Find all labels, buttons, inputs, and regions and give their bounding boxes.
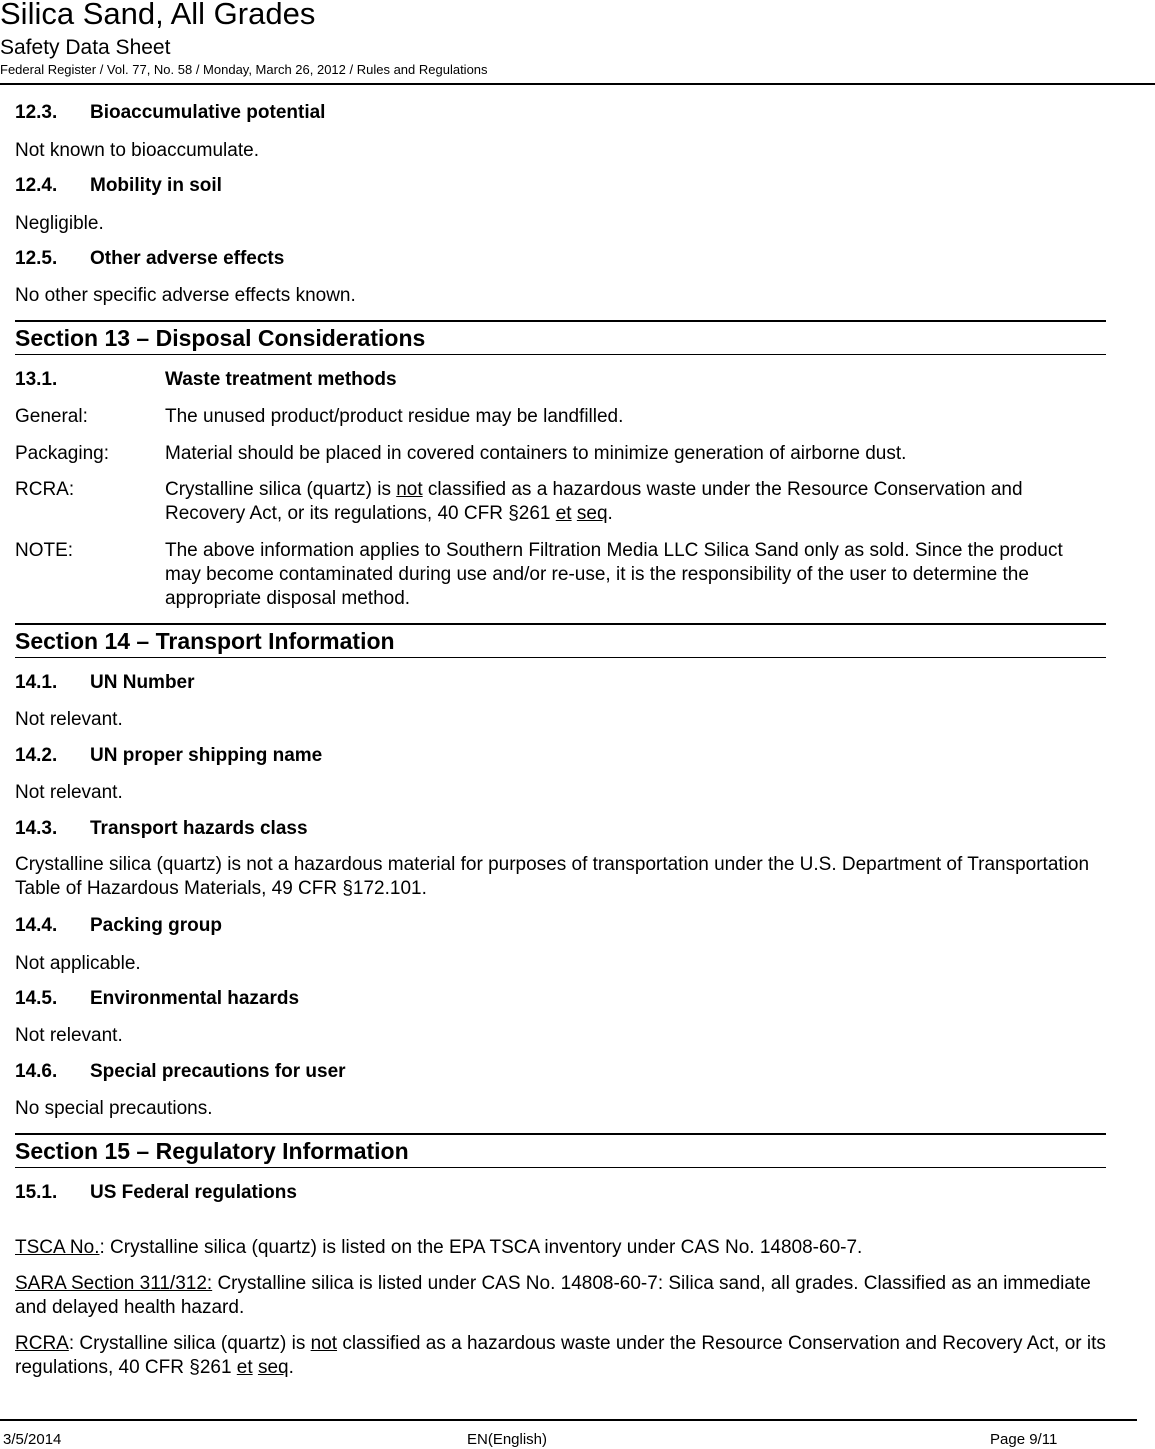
un-number-text: Not relevant. xyxy=(15,709,123,730)
section-14-heading: Section 14 – Transport Information xyxy=(15,628,395,654)
subsection-15-1-heading: 15.1. US Federal regulations xyxy=(15,1182,297,1203)
packing-group-text: Not applicable. xyxy=(15,953,141,974)
header-divider xyxy=(0,83,1155,85)
sara-text: SARA Section 311/312: Crystalline silica is listed under CAS No. 14808-60-7: Silica sand, all grades. Classified as an immediate and delayed health hazard. xyxy=(15,1273,1091,1318)
footer-date: 3/5/2014 xyxy=(3,1431,62,1448)
bioaccumulative-text: Not known to bioaccumulate. xyxy=(15,140,259,161)
subsection-12-3-heading: 12.3. Bioaccumulative potential xyxy=(15,102,326,123)
note-label: NOTE: xyxy=(15,540,74,561)
section-15-top-rule xyxy=(15,1133,1106,1135)
subsection-12-5-heading: 12.5. Other adverse effects xyxy=(15,248,285,269)
env-hazards-text: Not relevant. xyxy=(15,1025,123,1046)
subsection-14-1-heading: 14.1. UN Number xyxy=(15,672,195,693)
note-text: The above information applies to Southern Filtration Media LLC Silica Sand only as sold. Since the product may become contaminated during use and/or re-use, it is the responsibility of the user to determine the appropriate disposal method. xyxy=(165,540,1063,609)
section-14-bottom-rule xyxy=(15,657,1106,658)
subsection-12-4-heading: 12.4. Mobility in soil xyxy=(15,175,222,196)
subsection-14-2-heading: 14.2. UN proper shipping name xyxy=(15,745,323,766)
rcra-text: Crystalline silica (quartz) is not classified as a hazardous waste under the Resource Conservation and Recovery Act, or its regulations, 40 CFR §261 et seq. xyxy=(165,479,1023,524)
subsection-14-3-heading: 14.3. Transport hazards class xyxy=(15,818,308,839)
footer-page-number: Page 9/11 xyxy=(990,1431,1058,1448)
general-text: The unused product/product residue may be landfilled. xyxy=(165,406,624,427)
section-15-heading: Section 15 – Regulatory Information xyxy=(15,1138,409,1164)
section-14-top-rule xyxy=(15,623,1106,625)
section-15-bottom-rule xyxy=(15,1167,1106,1168)
packaging-label: Packaging: xyxy=(15,443,110,464)
rcra-federal-text: RCRA: Crystalline silica (quartz) is not classified as a hazardous waste under the Resource Conservation and Recovery Act, or its regulations, 40 CFR §261 et seq. xyxy=(15,1333,1106,1378)
section-13-top-rule xyxy=(15,320,1106,322)
tsca-label: TSCA No. xyxy=(15,1237,100,1258)
subsection-13-1-heading: 13.1. Waste treatment methods xyxy=(15,369,397,390)
section-13-bottom-rule xyxy=(15,354,1106,355)
footer-divider xyxy=(0,1419,1137,1421)
packaging-text: Material should be placed in covered containers to minimize generation of airborne dust. xyxy=(165,443,907,464)
hazard-class-text: Crystalline silica (quartz) is not a hazardous material for purposes of transportation under the U.S. Department of Transportation Table of Hazardous Materials, 49 CFR §172.101. xyxy=(15,854,1090,899)
document-subtitle: Safety Data Sheet xyxy=(0,36,171,59)
tsca-text: TSCA No.: Crystalline silica (quartz) is listed on the EPA TSCA inventory under CAS No. 14808-60-7. xyxy=(15,1237,863,1258)
mobility-text: Negligible. xyxy=(15,213,104,234)
subsection-14-6-heading: 14.6. Special precautions for user xyxy=(15,1061,346,1082)
footer-language: EN(English) xyxy=(467,1431,548,1448)
general-label: General: xyxy=(15,406,88,427)
sara-label: SARA Section 311/312: xyxy=(15,1273,213,1294)
federal-register-line: Federal Register / Vol. 77, No. 58 / Monday, March 26, 2012 / Rules and Regulations xyxy=(0,62,488,77)
section-13-heading: Section 13 – Disposal Considerations xyxy=(15,325,426,351)
other-effects-text: No other specific adverse effects known. xyxy=(15,285,356,306)
rcra-label: RCRA: xyxy=(15,479,75,500)
rcra-federal-label: RCRA xyxy=(15,1333,69,1354)
precautions-text: No special precautions. xyxy=(15,1098,213,1119)
subsection-14-5-heading: 14.5. Environmental hazards xyxy=(15,988,300,1009)
shipping-name-text: Not relevant. xyxy=(15,782,123,803)
subsection-14-4-heading: 14.4. Packing group xyxy=(15,915,222,936)
document-title: Silica Sand, All Grades xyxy=(0,0,316,31)
